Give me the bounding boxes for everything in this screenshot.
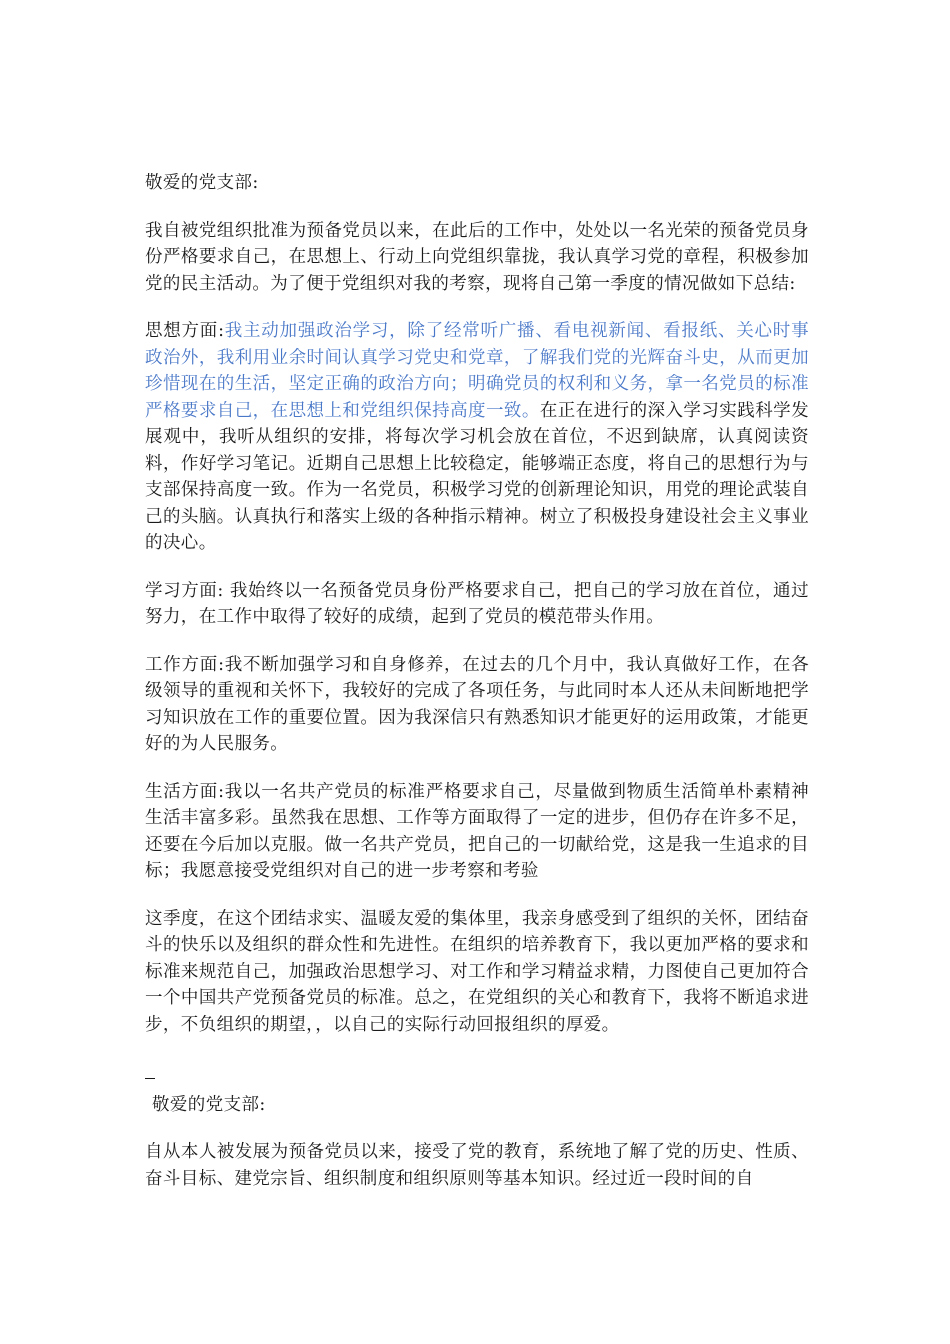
thought-highlight-text: 我主动加强政治学习，除了经常听广播、看电视新闻、看报纸、关心时事政治外，我利用业余时间认真学习党史和党章，了解我们党的光辉奋斗史，从而更加珍惜现在的生活，坚定正确的政治方向；明确党员的权利和义务，拿一名党员的标准严格要求自己，在思想上和党组织保持高度一致。	[145, 321, 809, 421]
thought-label: 思想方面:	[145, 321, 225, 341]
intro-paragraph: 我自被党组织批准为预备党员以来，在此后的工作中，处处以一名光荣的预备党员身份严格要求自己，在思想上、行动上向党组织靠拢，我认真学习党的章程，积极参加党的民主活动。为了便于党组织对我的考察，现将自己第一季度的情况做如下总结:	[145, 220, 809, 294]
section-separator	[145, 1059, 155, 1086]
work-paragraph: 工作方面:我不断加强学习和自身修养，在过去的几个月中，我认真做好工作，在各级领导的重视和关怀下，我较好的完成了各项任务，与此同时本人还从未间断地把学习知识放在工作的重要位置。因为我深信只有熟悉知识才能更好的运用政策，才能更好的为人民服务。	[145, 654, 809, 754]
study-paragraph: 学习方面: 我始终以一名预备党员身份严格要求自己，把自己的学习放在首位，通过努力，在工作中取得了较好的成绩，起到了党员的模范带头作用。	[145, 580, 809, 627]
salutation: 敬爱的党支部:	[145, 173, 259, 193]
second-salutation: 敬爱的党支部:	[152, 1094, 266, 1115]
second-intro-paragraph: 自从本人被发展为预备党员以来，接受了党的教育，系统地了解了党的历史、性质、奋斗目标、建党宗旨、组织制度和组织原则等基本知识。经过近一段时间的自	[145, 1142, 809, 1189]
document-body	[145, 170, 809, 1213]
thought-paragraph	[145, 318, 809, 557]
thought-rest-text: 在正在进行的深入学习实践科学发展观中，我听从组织的安排，将每次学习机会放在首位，不迟到缺席，认真阅读资料，作好学习笔记。近期自己思想上比较稳定，能够端正态度，将自己的思想行为与支部保持高度一致。作为一名党员，积极学习党的创新理论知识，用党的理论武装自己的头脑。认真执行和落实上级的各种指示精神。树立了积极投身建设社会主义事业的决心。	[145, 400, 809, 553]
closing-paragraph: 这季度，在这个团结求实、温暖友爱的集体里，我亲身感受到了组织的关怀，团结奋斗的快乐以及组织的群众性和先进性。在组织的培养教育下，我以更加严格的要求和标准来规范自己，加强政治思想学习、对工作和学习精益求精，力图使自己更加符合一个中国共产党预备党员的标准。总之，在党组织的关心和教育下，我将不断追求进步，不负组织的期望，，以自己的实际行动回报组织的厚爱。	[145, 908, 809, 1035]
life-paragraph: 生活方面:我以一名共产党员的标准严格要求自己，尽量做到物质生活简单朴素精神生活丰富多彩。虽然我在思想、工作等方面取得了一定的进步，但仍存在许多不足，还要在今后加以克服。做一名共产党员，把自己的一切献给党，这是我一生追求的目标；我愿意接受党组织对自己的进一步考察和考验	[145, 781, 809, 881]
